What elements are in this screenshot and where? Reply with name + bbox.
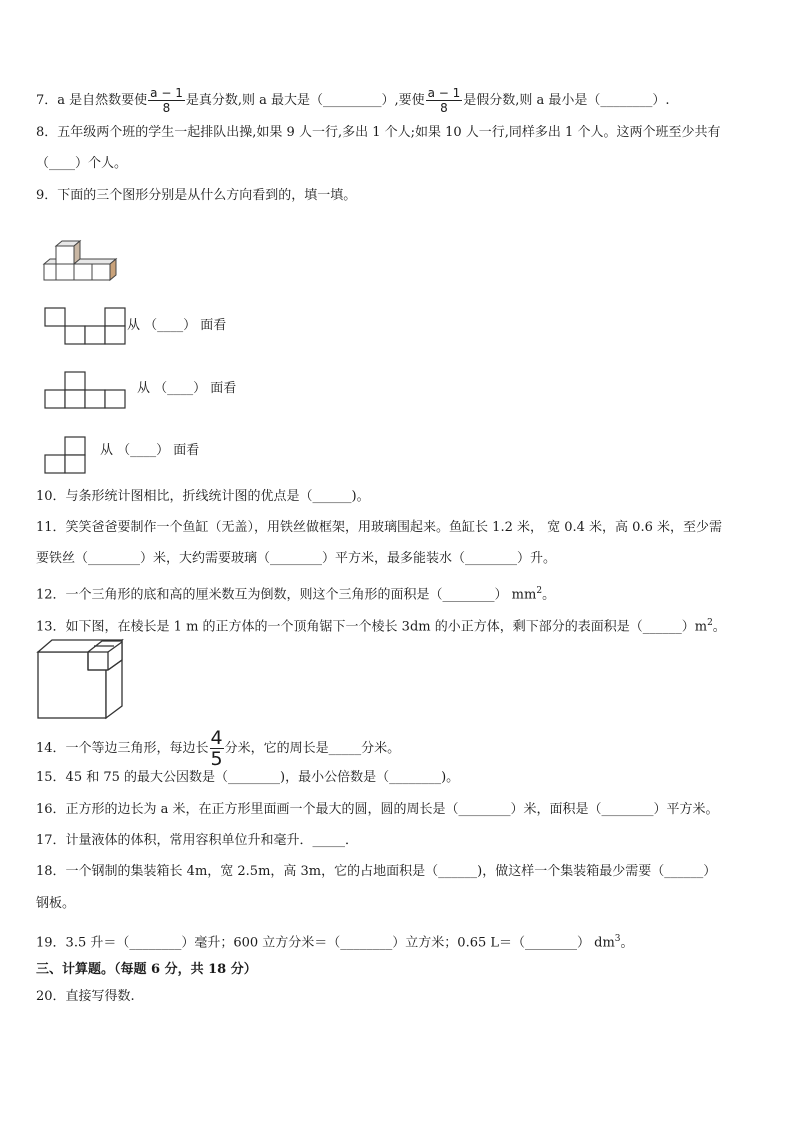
question-11-line-2: 要铁丝（________）米，大约需要玻璃（________）平方米，最多能装水（________）升。 — [36, 551, 557, 566]
fraction-four-fifths: $\frac{4}{5}$ — [210, 727, 223, 770]
view-figure-3 — [44, 436, 86, 476]
question-8-line-1: 8．五年级两个班的学生一起排队出操,如果 9 人一行,多出 1 个人;如果 10 人一行,同样多出 1 个人。这两个班至少共有 — [36, 125, 721, 140]
question-13: 13．如下图，在棱长是 1 m 的正方体的一个顶角锯下一个棱长 3dm 的小正方体，剩下部分的表面积是$(\_\_\_\_\_\_)m^2$。 — [36, 618, 726, 635]
question-9: 9．下面的三个图形分别是从什么方向看到的，填一填。 — [36, 188, 357, 203]
question-17: 17．计量液体的体积，常用容积单位升和毫升．_____． — [36, 833, 359, 848]
question-14: 14．一个等边三角形，每边长 $\frac{4}{5}$ 分米，它的周长是_____分米。 — [36, 727, 401, 770]
question-19: 19．3.5 升＝（________）毫升；600 立方分米＝（________）立方米；0.65 L＝（________） $dm^3$。 — [36, 934, 634, 951]
fraction-a-minus-1-over-8: $\frac{a - 1}{8}$ — [150, 86, 183, 115]
question-18-line-1: 18．一个钢制的集装箱长 4m，宽 2.5m，高 3m，它的占地面积是（______)，做这样一个集装箱最少需要（______） — [36, 864, 717, 879]
question-12: 12．一个三角形的底和高的厘米数互为倒数，则这个三角形的面积是（________） $mm^2$。 — [36, 586, 556, 603]
question-8-line-2: （____）个人。 — [36, 156, 128, 171]
view-2-label: 从 （____） 面看 — [137, 381, 237, 396]
fraction-a-minus-1-over-8-second: $\frac{a - 1}{8}$ — [427, 86, 461, 115]
question-18-line-2: 钢板。 — [36, 896, 76, 911]
question-16: 16．正方形的边长为 a 米，在正方形里面画一个最大的圆，圆的周长是（________）米，面积是（________）平方米。 — [36, 802, 719, 817]
question-10: 10．与条形统计图相比，折线统计图的优点是（______)。 — [36, 489, 370, 504]
question-7: 7．a 是自然数要使 $\frac{a - 1}{8}$ 是真分数,则 a 最大是（_________）,要使 $\frac{a - 1}{8}$ 是假分数,则 a 最小是（________）. — [36, 86, 670, 115]
cut-cube-figure — [36, 638, 128, 720]
question-20: 20．直接写得数. — [36, 989, 135, 1004]
view-figure-2 — [44, 371, 126, 411]
view-figure-1 — [44, 307, 126, 347]
cube-stack-figure — [40, 238, 130, 282]
section-3-heading: 三、计算题。（每题 6 分，共 18 分） — [36, 962, 257, 977]
question-11-line-1: 11．笑笑爸爸要制作一个鱼缸（无盖），用铁丝做框架，用玻璃围起来。鱼缸长 1.2 米， 宽 0.4 米，高 0.6 米，至少需 — [36, 520, 722, 535]
view-1-label: 从 （____） 面看 — [127, 318, 227, 333]
view-3-label: 从 （____） 面看 — [100, 443, 200, 458]
question-15: 15．45 和 75 的最大公因数是（________)，最小公倍数是（________)。 — [36, 770, 460, 785]
